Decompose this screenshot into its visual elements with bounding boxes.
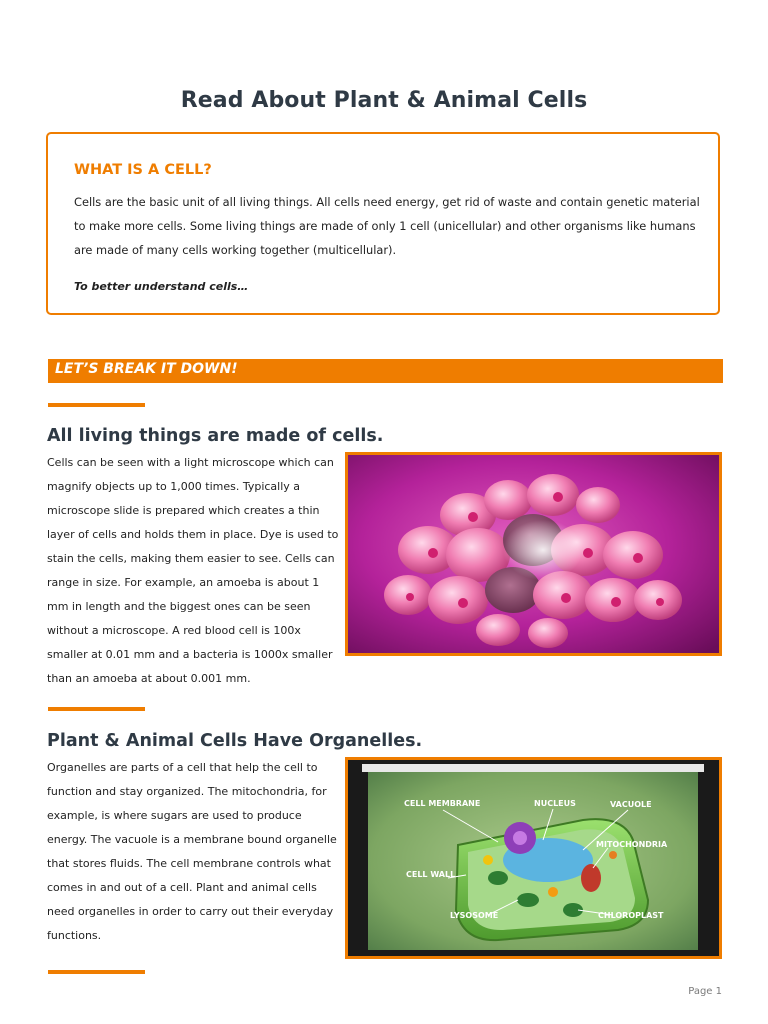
section-divider <box>48 403 145 407</box>
section-divider <box>48 970 145 974</box>
what-is-a-cell-box <box>46 132 720 315</box>
what-is-a-cell-paragraph: Cells are the basic unit of all living things. All cells need energy, get rid of waste and contain genetic material to make more cells. Some living things are made of only 1 cell (unicellular) and other organisms like humans are made of many cells working together (multicellular). <box>74 195 700 257</box>
label-vacuole: VACUOLE <box>610 800 652 809</box>
label-lysosome: LYSOSOME <box>450 911 499 920</box>
what-is-a-cell-heading: WHAT IS A CELL? <box>74 162 212 178</box>
section2-heading: Plant & Animal Cells Have Organelles. <box>47 731 423 751</box>
label-cell-membrane: CELL MEMBRANE <box>404 799 481 808</box>
page-title: Read About Plant & Animal Cells <box>180 88 588 113</box>
label-mitochondria: MITOCHONDRIA <box>596 840 668 849</box>
lead-in-text: To better understand cells… <box>74 280 249 293</box>
label-nucleus: NUCLEUS <box>534 799 576 808</box>
section-divider <box>48 707 145 711</box>
cells-illustration <box>348 455 719 653</box>
section1-heading: All living things are made of cells. <box>47 426 384 446</box>
section-banner <box>48 359 723 383</box>
plant-cell-diagram-image <box>345 757 722 959</box>
cells-microscope-image <box>345 452 722 656</box>
plant-cell-diagram <box>348 760 719 956</box>
page-number: Page 1 <box>688 986 722 997</box>
label-cell-wall: CELL WALL <box>406 870 456 879</box>
label-chloroplast: CHLOROPLAST <box>598 911 664 920</box>
section2-paragraph: Organelles are parts of a cell that help the cell to function and stay organized. The mitochondria, for example, is where sugars are used to produce energy. The vacuole is a membrane bound organelle that stores fluids. The cell membrane controls what comes in and out of a cell. Plant and animal cells need organelles in order to carry out their everyday functions. <box>47 761 337 942</box>
banner-text: LET’S BREAK IT DOWN! <box>55 361 238 377</box>
section1-paragraph: Cells can be seen with a light microscope which can magnify objects up to 1,000 times. Typically a microscope slide is prepared which creates a thin layer of cells and holds them in place. Dye is used to stain the cells, making them easier to see. Cells can range in size. For example, an amoeba is about 1 mm in length and the biggest ones can be seen without a microscope. A red blood cell is 100x smaller at 0.01 mm and a bacteria is 1000x smaller than an amoeba at about 0.001 mm. <box>47 456 339 685</box>
